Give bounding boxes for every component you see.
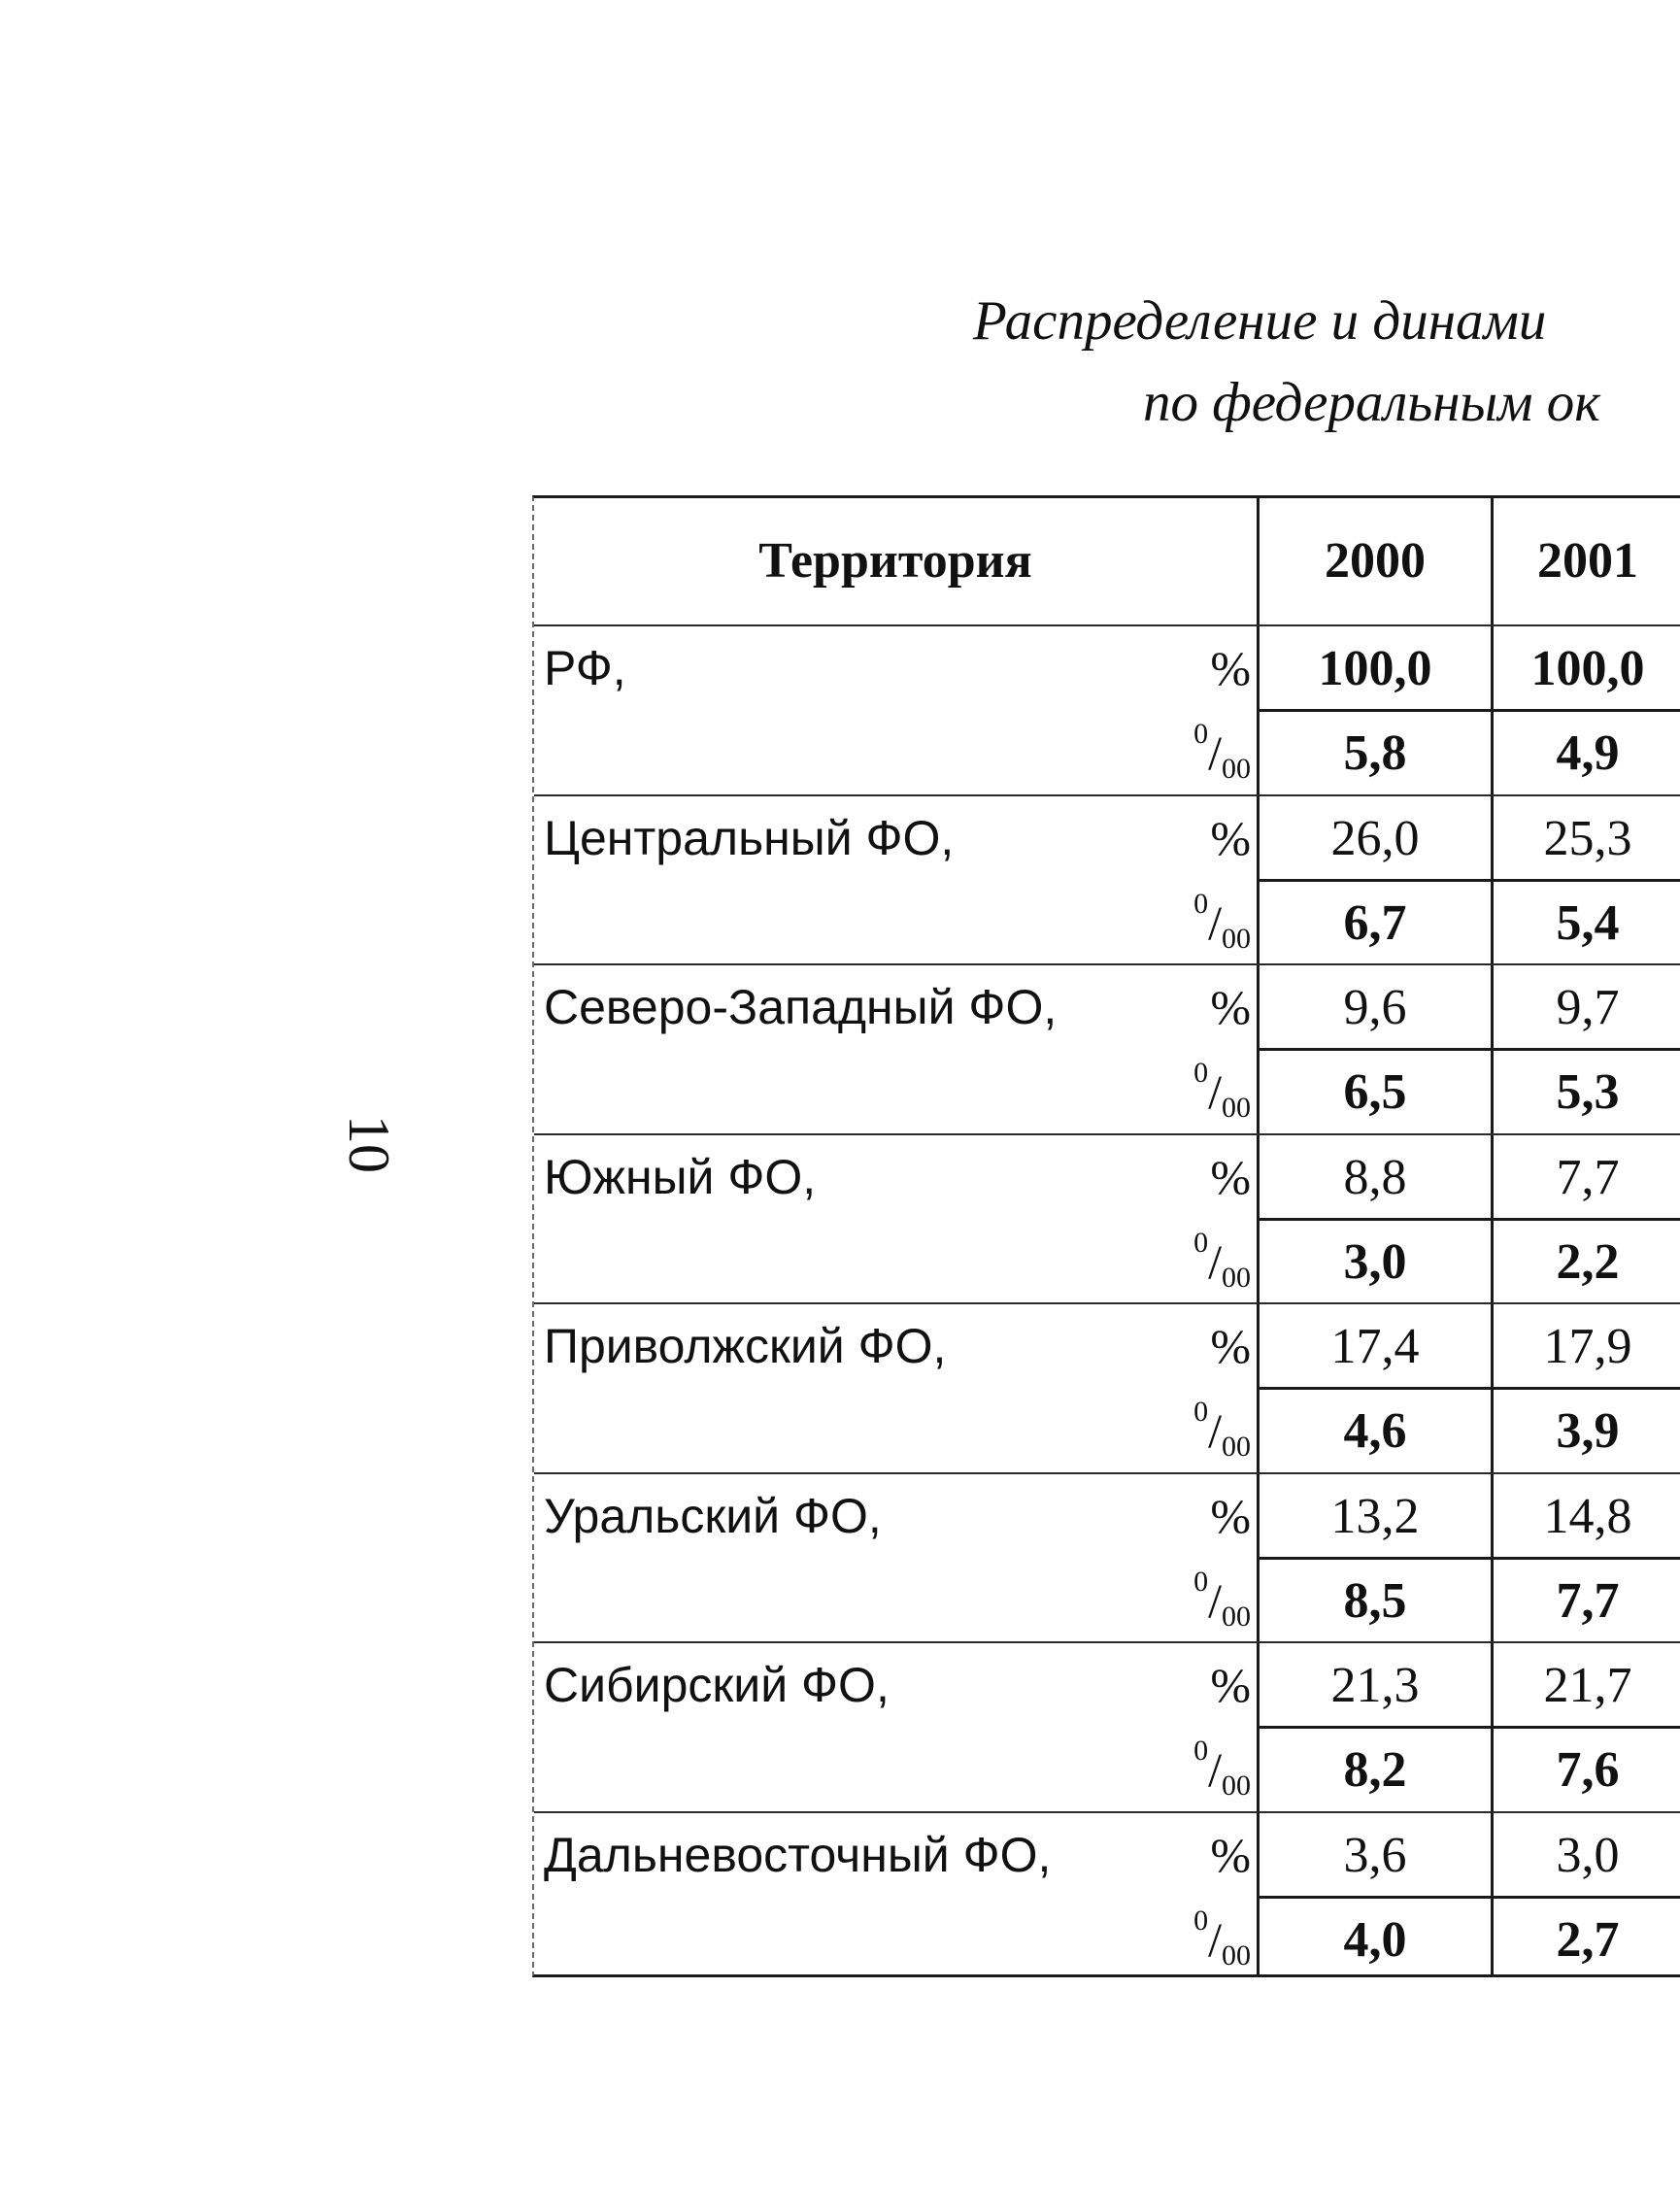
value-2001-percent: 9,7	[1556, 980, 1620, 1035]
permille-sign-slash: /	[1208, 1064, 1222, 1119]
value-2000-percent: 17,4	[1330, 1319, 1420, 1374]
territory-name: Уральский ФО,	[544, 1488, 882, 1543]
permille-sign-slash: /	[1208, 894, 1222, 950]
value-2000-permille: 6,5	[1343, 1064, 1407, 1120]
row-divider-inner	[1259, 1048, 1680, 1051]
value-2001-permille: 4,9	[1556, 725, 1620, 781]
permille-sign-top: 0	[1193, 718, 1209, 750]
value-2001-percent: 14,8	[1543, 1488, 1632, 1544]
row-divider-inner	[1259, 1896, 1680, 1899]
permille-sign-bottom: 00	[1222, 922, 1251, 955]
permille-sign-slash: /	[1208, 1572, 1222, 1628]
territory-name: Дальневосточный ФО,	[544, 1827, 1052, 1882]
value-2001-percent: 7,7	[1556, 1149, 1620, 1205]
value-2000-permille: 4,0	[1343, 1911, 1407, 1968]
permille-sign-top: 0	[1193, 1565, 1209, 1598]
row-divider-inner	[1259, 709, 1680, 712]
permille-sign-bottom: 00	[1222, 1092, 1251, 1124]
page-number: 10	[337, 1115, 401, 1173]
value-2000-permille: 8,5	[1343, 1572, 1407, 1629]
header-territory: Территория	[758, 533, 1032, 589]
unit-percent: %	[1210, 1319, 1251, 1373]
permille-sign-top: 0	[1193, 1904, 1209, 1937]
permille-sign-top: 0	[1193, 1396, 1209, 1428]
territory-name: РФ,	[544, 641, 626, 695]
row-divider-inner	[1259, 879, 1680, 882]
value-2000-percent: 100,0	[1318, 641, 1432, 696]
value-2001-percent: 21,7	[1543, 1658, 1632, 1713]
permille-sign-slash: /	[1208, 1911, 1222, 1967]
unit-percent: %	[1210, 1658, 1251, 1712]
unit-percent: %	[1210, 1488, 1251, 1543]
unit-percent: %	[1210, 1827, 1251, 1882]
value-2001-permille: 7,6	[1556, 1742, 1620, 1798]
unit-permille	[1136, 1898, 1251, 1982]
value-2001-permille: 7,7	[1556, 1572, 1620, 1629]
value-2000-permille: 4,6	[1343, 1403, 1407, 1459]
unit-permille	[1136, 1728, 1251, 1812]
permille-sign-top: 0	[1193, 1735, 1209, 1767]
value-2000-percent: 9,6	[1343, 980, 1407, 1035]
territory-name: Сибирский ФО,	[544, 1658, 890, 1712]
value-2000-permille: 3,0	[1343, 1233, 1407, 1290]
territory-name: Южный ФО,	[544, 1149, 817, 1204]
value-2001-percent: 25,3	[1543, 810, 1632, 866]
value-2001-permille: 3,9	[1556, 1403, 1620, 1459]
permille-sign-top: 0	[1193, 887, 1209, 920]
value-2000-percent: 26,0	[1330, 810, 1420, 866]
value-2000-percent: 8,8	[1343, 1149, 1407, 1205]
unit-percent: %	[1210, 810, 1251, 865]
value-2001-permille: 2,2	[1556, 1233, 1620, 1290]
permille-sign-slash: /	[1208, 1403, 1222, 1458]
row-divider-inner	[1259, 1726, 1680, 1729]
value-2000-permille: 5,8	[1343, 725, 1407, 781]
value-2001-percent: 17,9	[1543, 1319, 1632, 1374]
permille-sign-bottom: 00	[1222, 1261, 1251, 1294]
row-divider-inner	[1259, 1387, 1680, 1390]
row-divider-inner	[1259, 1557, 1680, 1560]
permille-sign-bottom: 00	[1222, 1938, 1251, 1972]
permille-sign-bottom: 00	[1222, 1770, 1251, 1802]
permille-sign-slash: /	[1208, 725, 1222, 780]
table-title-line-2: по федеральным ок	[1143, 372, 1600, 433]
value-2000-permille: 8,2	[1343, 1742, 1407, 1798]
territory-name: Северо-Западный ФО,	[544, 980, 1058, 1034]
permille-sign-top: 0	[1193, 1057, 1209, 1089]
header-year-2000: 2000	[1325, 533, 1426, 589]
unit-percent: %	[1210, 641, 1251, 695]
data-table	[532, 495, 1680, 1977]
row-divider-inner	[1259, 1218, 1680, 1221]
unit-permille	[1136, 1050, 1251, 1134]
permille-sign-slash: /	[1208, 1233, 1222, 1289]
permille-sign-bottom: 00	[1222, 1431, 1251, 1463]
unit-permille	[1136, 1220, 1251, 1304]
permille-sign-top: 0	[1193, 1226, 1209, 1259]
value-2001-percent: 3,0	[1556, 1827, 1620, 1883]
value-2000-permille: 6,7	[1343, 894, 1407, 951]
territory-name: Приволжский ФО,	[544, 1319, 947, 1373]
value-2001-percent: 100,0	[1530, 641, 1645, 696]
value-2001-permille: 2,7	[1556, 1911, 1620, 1968]
unit-permille	[1136, 881, 1251, 965]
value-2001-permille: 5,3	[1556, 1064, 1620, 1120]
territory-name: Центральный ФО,	[544, 810, 955, 865]
value-2000-percent: 3,6	[1343, 1827, 1407, 1883]
unit-percent: %	[1210, 980, 1251, 1034]
unit-permille	[1136, 711, 1251, 795]
unit-permille	[1136, 1559, 1251, 1643]
value-2000-percent: 21,3	[1330, 1658, 1420, 1713]
unit-percent: %	[1210, 1149, 1251, 1204]
permille-sign-slash: /	[1208, 1742, 1222, 1797]
header-year-2001: 2001	[1537, 533, 1638, 589]
value-2000-percent: 13,2	[1330, 1488, 1420, 1544]
permille-sign-bottom: 00	[1222, 753, 1251, 785]
unit-permille	[1136, 1389, 1251, 1473]
table-title-line-1: Распределение и динами	[973, 290, 1547, 352]
value-2001-permille: 5,4	[1556, 894, 1620, 951]
permille-sign-bottom: 00	[1222, 1600, 1251, 1633]
